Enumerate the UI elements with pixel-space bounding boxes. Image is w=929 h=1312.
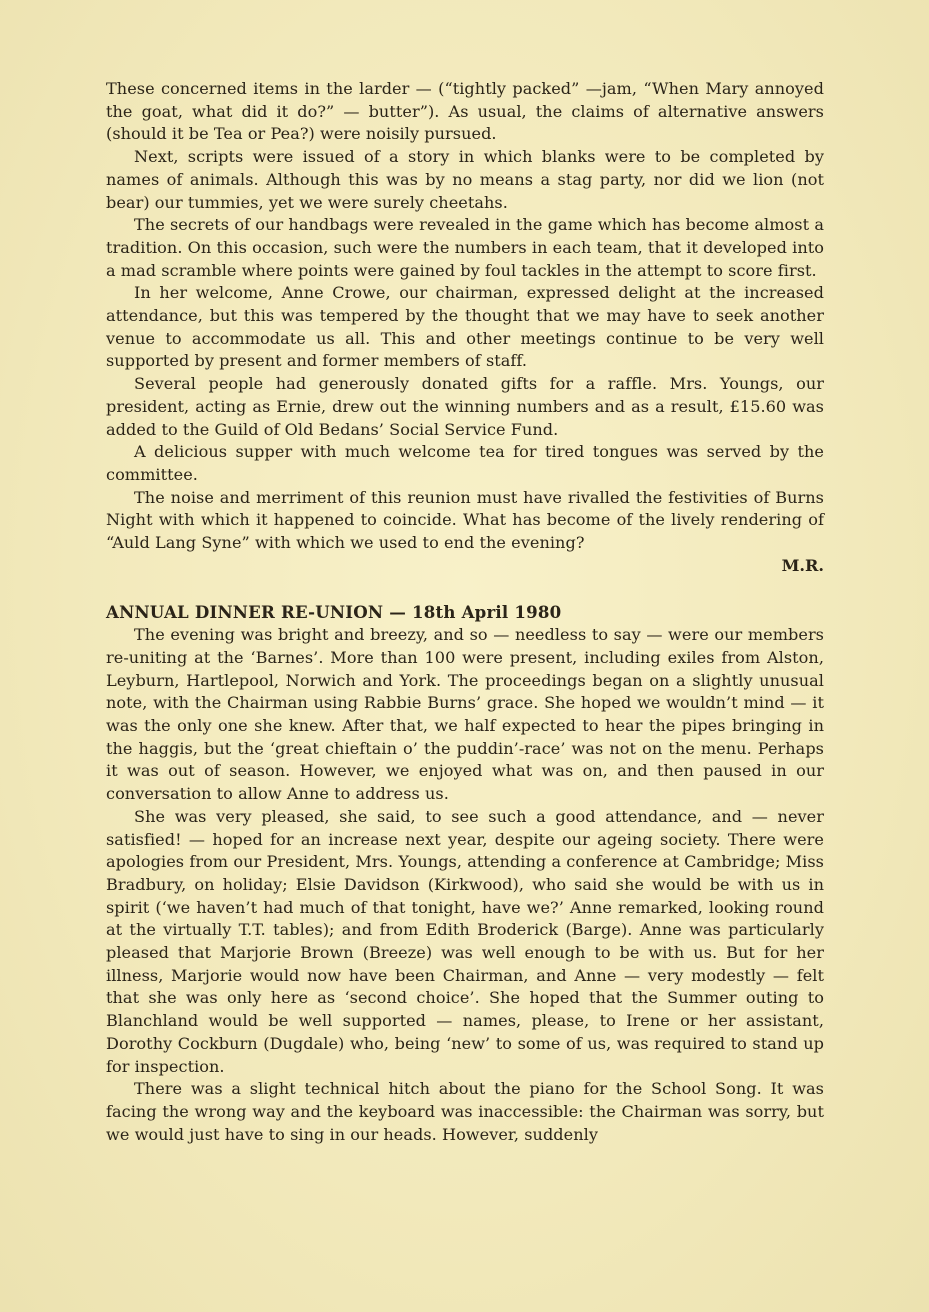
- paragraph: The evening was bright and breezy, and so — needless to say — were our members re-uniting at the ‘Barnes’. More than 100 were present, including exiles from Alston, Leyburn, Hartlepool, Norwich and York. The proceedings began on a slightly unusual note, with the Chairman using Rabbie Burns’ grace. She hoped we wouldn’t mind — it was the only one she knew. After that, we half expected to hear the pipes bringing in the haggis, but the ‘great chieftain o’ the puddin’-race’ was not on the menu. Perhaps it was out of season. However, we enjoyed what was on, and then paused in our conversation to allow Anne to address us.: [106, 625, 824, 804]
- paragraph: Next, scripts were issued of a story in which blanks were to be completed by names of animals. Although this was by no means a stag party, nor did we lion (not bear) our tummies, yet we were surely cheetahs.: [106, 147, 824, 212]
- paragraph: Several people had generously donated gifts for a raffle. Mrs. Youngs, our president, acting as Ernie, drew out the winning numbers and as a result, £15.60 was added to the Guild of Old Bedans’ Social Service Fund.: [106, 374, 824, 439]
- author-signature: M.R.: [781, 555, 824, 575]
- section-heading: ANNUAL DINNER RE-UNION — 18th April 1980: [106, 602, 562, 623]
- section-party-report: [106, 78, 824, 577]
- paragraph: She was very pleased, she said, to see such a good attendance, and — never satisfied! — hoped for an increase next year, despite our ageing society. There were apologies from our President, Mrs. Youngs, attending a conference at Cambridge; Miss Bradbury, on holiday; Elsie Davidson (Kirkwood), who said she would be with us in spirit (‘we haven’t had much of that tonight, have we?’ Anne remarked, looking round at the virtually T.T. tables); and from Edith Broderick (Barge). Anne was particularly pleased that Marjorie Brown (Breeze) was well enough to be with us. But for her illness, Marjorie would now have been Chairman, and Anne — very modestly — felt that she was only here as ‘second choice’. She hoped that the Summer outing to Blanchland would be well supported — names, please, to Irene or her assistant, Dorothy Cockburn (Dugdale) who, being ‘new’ to some of us, was required to stand up for inspection.: [106, 806, 824, 1076]
- section-annual-dinner: [106, 601, 824, 1146]
- paragraph: The secrets of our handbags were revealed in the game which has become almost a tradition. On this occasion, such were the numbers in each team, that it developed into a mad scramble where points were gained by foul tackles in the attempt to score first.: [106, 215, 824, 280]
- paragraph: The noise and merriment of this reunion must have rivalled the festivities of Burns Night with which it happened to coincide. What has become of the lively rendering of “Auld Lang Syne” with which we used to end the evening?: [106, 487, 824, 553]
- paragraph: There was a slight technical hitch about the piano for the School Song. It was facing the wrong way and the keyboard was inaccessible: the Chairman was sorry, but we would just have to sing in our heads. However, suddenly: [106, 1079, 824, 1144]
- paragraph: In her welcome, Anne Crowe, our chairman, expressed delight at the increased attendance, but this was tempered by the thought that we may have to seek another venue to accommodate us all. This and other meetings continue to be very well supported by present and former members of staff.: [106, 283, 824, 371]
- paragraph: A delicious supper with much welcome tea for tired tongues was served by the committee.: [106, 442, 824, 484]
- paragraph: These concerned items in the larder — (“tightly packed” —jam, “When Mary annoyed the goat, what did it do?” — butter”). As usual, the claims of alternative answers (should it be Tea or Pea?) were noisily pursued.: [106, 79, 824, 144]
